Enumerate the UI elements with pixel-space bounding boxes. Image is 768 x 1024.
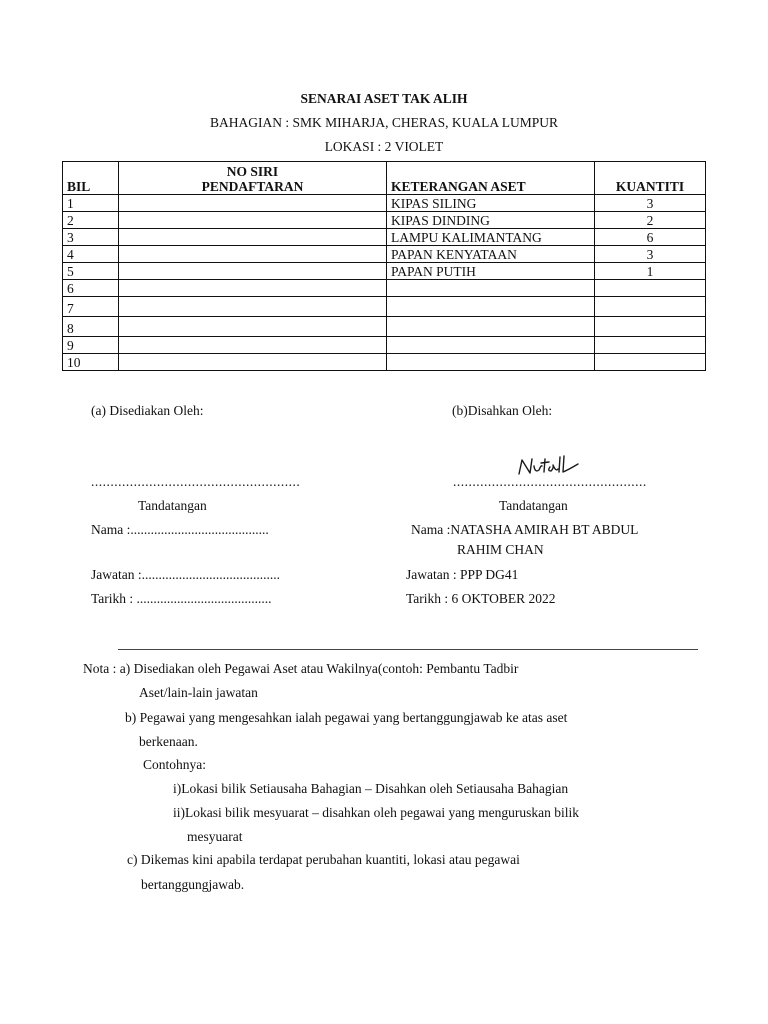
table-row [63,246,706,263]
section-divider [118,649,698,650]
cell-bil: 2 [63,212,119,229]
left-nama-field: Nama :......................................... [91,522,269,537]
cell-keterangan: PAPAN PUTIH [387,263,595,280]
right-nama-line1: Nama :NATASHA AMIRAH BT ABDUL [411,522,639,537]
cell-keterangan [387,354,595,371]
cell-kuantiti [595,297,706,317]
left-jawatan-field: Jawatan :......................................... [91,567,280,582]
cell-bil: 1 [63,195,119,212]
table-row [63,263,706,280]
header-no-siri [119,162,387,195]
cell-bil: 8 [63,317,119,337]
note-c-line2: bertanggungjawab. [141,877,245,892]
document-title: SENARAI ASET TAK ALIH [300,91,468,106]
right-signature-line: .................................................. [453,474,647,489]
cell-bil: 10 [63,354,119,371]
cell-keterangan: KIPAS DINDING [387,212,595,229]
cell-no-siri [119,195,387,212]
cell-keterangan [387,280,595,297]
header-keterangan: KETERANGAN ASET [387,162,595,195]
cell-kuantiti [595,354,706,371]
cell-keterangan [387,317,595,337]
table-row [63,354,706,371]
lokasi-line: LOKASI : 2 VIOLET [324,139,444,154]
cell-bil: 7 [63,297,119,317]
note-contoh-label: Contohnya: [143,757,206,772]
table-row [63,317,706,337]
cell-bil: 9 [63,337,119,354]
disahkan-oleh-heading: (b)Disahkan Oleh: [452,403,553,418]
cell-no-siri [119,229,387,246]
right-jawatan-field: Jawatan : PPP DG41 [406,567,519,582]
left-signature-line: ...................................................... [91,474,301,489]
note-c-line1: c) Dikemas kini apabila terdapat perubahan kuantiti, lokasi atau pegawai [127,852,520,867]
cell-no-siri [119,317,387,337]
disediakan-oleh-heading: (a) Disediakan Oleh: [91,403,204,418]
right-tandatangan-label: Tandatangan [499,498,568,513]
table-row [63,212,706,229]
cell-no-siri [119,297,387,317]
note-example-ii-line2: mesyuarat [187,829,243,844]
left-tandatangan-label: Tandatangan [138,498,207,513]
cell-no-siri [119,246,387,263]
note-a-line1: Nota : a) Disediakan oleh Pegawai Aset atau Wakilnya(contoh: Pembantu Tadbir [83,661,519,676]
table-row [63,195,706,212]
cell-no-siri [119,354,387,371]
bahagian-line: BAHAGIAN : SMK MIHARJA, CHERAS, KUALA LUMPUR [209,115,559,130]
note-example-i: i)Lokasi bilik Setiausaha Bahagian – Disahkan oleh Setiausaha Bahagian [173,781,569,796]
asset-table [62,161,706,371]
cell-keterangan: LAMPU KALIMANTANG [387,229,595,246]
header-kuantiti: KUANTITI [595,162,706,195]
cell-kuantiti: 1 [595,263,706,280]
table-row [63,337,706,354]
right-tarikh-field: Tarikh : 6 OKTOBER 2022 [406,591,556,606]
note-a-line2: Aset/lain-lain jawatan [139,685,258,700]
note-b-line2: berkenaan. [139,734,198,749]
cell-kuantiti: 3 [595,195,706,212]
cell-bil: 3 [63,229,119,246]
cell-no-siri [119,337,387,354]
cell-keterangan [387,337,595,354]
cell-kuantiti: 2 [595,212,706,229]
table-row [63,297,706,317]
cell-no-siri [119,212,387,229]
cell-no-siri [119,263,387,280]
cell-kuantiti: 3 [595,246,706,263]
header-bil: BIL [63,162,119,195]
table-row [63,280,706,297]
cell-keterangan [387,297,595,317]
header-no-siri-line2: PENDAFTARAN [201,179,304,194]
cell-kuantiti [595,337,706,354]
cell-kuantiti [595,280,706,297]
cell-bil: 5 [63,263,119,280]
cell-bil: 6 [63,280,119,297]
cell-bil: 4 [63,246,119,263]
table-row [63,229,706,246]
cell-keterangan: KIPAS SILING [387,195,595,212]
header-no-siri-line1: NO SIRI [226,164,279,179]
note-b-line1: b) Pegawai yang mengesahkan ialah pegawai yang bertanggungjawab ke atas aset [125,710,568,725]
cell-keterangan: PAPAN KENYATAAN [387,246,595,263]
right-nama-line2: RAHIM CHAN [457,542,544,557]
cell-kuantiti: 6 [595,229,706,246]
left-tarikh-field: Tarikh : ........................................ [91,591,272,606]
note-example-ii-line1: ii)Lokasi bilik mesyuarat – disahkan oleh pegawai yang menguruskan bilik [173,805,580,820]
cell-no-siri [119,280,387,297]
cell-kuantiti [595,317,706,337]
